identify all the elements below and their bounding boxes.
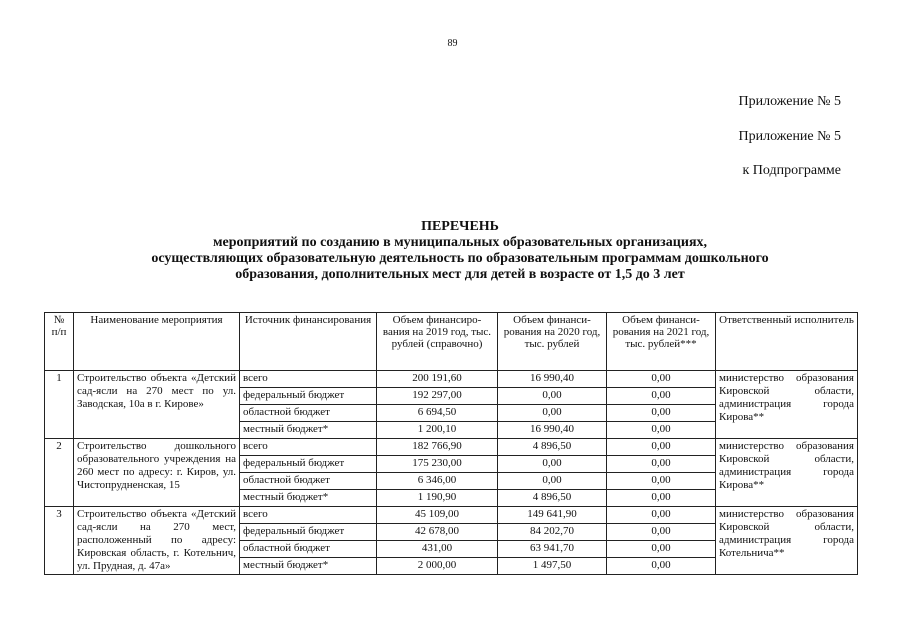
funding-source: местный бюджет* (240, 558, 377, 575)
amount-2019: 42 678,00 (377, 524, 498, 541)
funding-source: федеральный бюджет (240, 456, 377, 473)
amount-2021: 0,00 (607, 473, 716, 490)
amount-2021: 0,00 (607, 405, 716, 422)
amount-2020: 0,00 (498, 388, 607, 405)
title-line-2: осуществляющих образовательную деятельность по образовательным программам дошкольного (151, 251, 769, 266)
header-2021: Объем финанси-рования на 2021 год, тыс. рублей*** (607, 313, 716, 371)
appendix-line-1: Приложение № 5 (738, 94, 841, 109)
appendix-line-3: к Подпрограмме (742, 163, 841, 178)
funding-source: областной бюджет (240, 473, 377, 490)
measure-name: Строительство объекта «Детский сад-ясли на 270 мест по ул. Заводская, 10а в г. Кирове» (74, 371, 240, 439)
row-number: 3 (45, 507, 74, 575)
funding-source: федеральный бюджет (240, 388, 377, 405)
funding-source: всего (240, 507, 377, 524)
responsible-executor: министерство образования Кировской области, администрация города Кирова** (716, 371, 858, 439)
measure-name: Строительство объекта «Детский сад-ясли на 270 мест, расположенный по адресу: Кировская область, г. Котельнич, ул. Прудная, д. 47а» (74, 507, 240, 575)
appendix-line-2: Приложение № 5 (738, 129, 841, 144)
funding-source: областной бюджет (240, 541, 377, 558)
amount-2020: 1 497,50 (498, 558, 607, 575)
funding-source: всего (240, 439, 377, 456)
measures-table (44, 312, 858, 575)
amount-2019: 6 694,50 (377, 405, 498, 422)
amount-2021: 0,00 (607, 439, 716, 456)
amount-2019: 6 346,00 (377, 473, 498, 490)
header-source: Источник финансирования (240, 313, 377, 371)
amount-2021: 0,00 (607, 541, 716, 558)
amount-2020: 84 202,70 (498, 524, 607, 541)
amount-2019: 431,00 (377, 541, 498, 558)
amount-2020: 0,00 (498, 473, 607, 490)
amount-2020: 63 941,70 (498, 541, 607, 558)
amount-2019: 182 766,90 (377, 439, 498, 456)
header-name: Наименование мероприятия (74, 313, 240, 371)
amount-2021: 0,00 (607, 558, 716, 575)
amount-2020: 0,00 (498, 456, 607, 473)
funding-source: местный бюджет* (240, 490, 377, 507)
amount-2021: 0,00 (607, 456, 716, 473)
amount-2019: 200 191,60 (377, 371, 498, 388)
amount-2020: 4 896,50 (498, 490, 607, 507)
amount-2020: 16 990,40 (498, 422, 607, 439)
amount-2019: 1 190,90 (377, 490, 498, 507)
funding-source: федеральный бюджет (240, 524, 377, 541)
amount-2021: 0,00 (607, 524, 716, 541)
title-line-3: образования, дополнительных мест для детей в возрасте от 1,5 до 3 лет (235, 267, 685, 282)
amount-2020: 4 896,50 (498, 439, 607, 456)
amount-2021: 0,00 (607, 507, 716, 524)
funding-source: всего (240, 371, 377, 388)
amount-2019: 2 000,00 (377, 558, 498, 575)
responsible-executor: министерство образования Кировской области, администрация города Котельнича** (716, 507, 858, 575)
header-2020: Объем финанси-рования на 2020 год, тыс. рублей (498, 313, 607, 371)
document-title (100, 219, 820, 283)
funding-source: областной бюджет (240, 405, 377, 422)
page-number: 89 (447, 38, 458, 49)
table-row (45, 371, 858, 388)
amount-2019: 192 297,00 (377, 388, 498, 405)
amount-2019: 175 230,00 (377, 456, 498, 473)
row-number: 2 (45, 439, 74, 507)
table-row (45, 439, 858, 456)
amount-2020: 16 990,40 (498, 371, 607, 388)
table-row (45, 507, 858, 524)
amount-2020: 0,00 (498, 405, 607, 422)
amount-2021: 0,00 (607, 388, 716, 405)
amount-2021: 0,00 (607, 371, 716, 388)
table-header-row (45, 313, 858, 371)
title-heading: ПЕРЕЧЕНЬ (421, 219, 499, 234)
header-num: № п/п (45, 313, 74, 371)
funding-source: местный бюджет* (240, 422, 377, 439)
measure-name: Строительство дошкольного образовательного учреждения на 260 мест по адресу: г. Киров, ул. Чистопрудненская, 15 (74, 439, 240, 507)
amount-2020: 149 641,90 (498, 507, 607, 524)
responsible-executor: министерство образования Кировской области, администрация города Кирова** (716, 439, 858, 507)
header-2019: Объем финансиро-вания на 2019 год, тыс. рублей (справочно) (377, 313, 498, 371)
amount-2021: 0,00 (607, 490, 716, 507)
amount-2021: 0,00 (607, 422, 716, 439)
amount-2019: 45 109,00 (377, 507, 498, 524)
amount-2019: 1 200,10 (377, 422, 498, 439)
title-line-1: мероприятий по созданию в муниципальных образовательных организациях, (212, 235, 708, 250)
row-number: 1 (45, 371, 74, 439)
header-responsible: Ответственный исполнитель (716, 313, 858, 371)
